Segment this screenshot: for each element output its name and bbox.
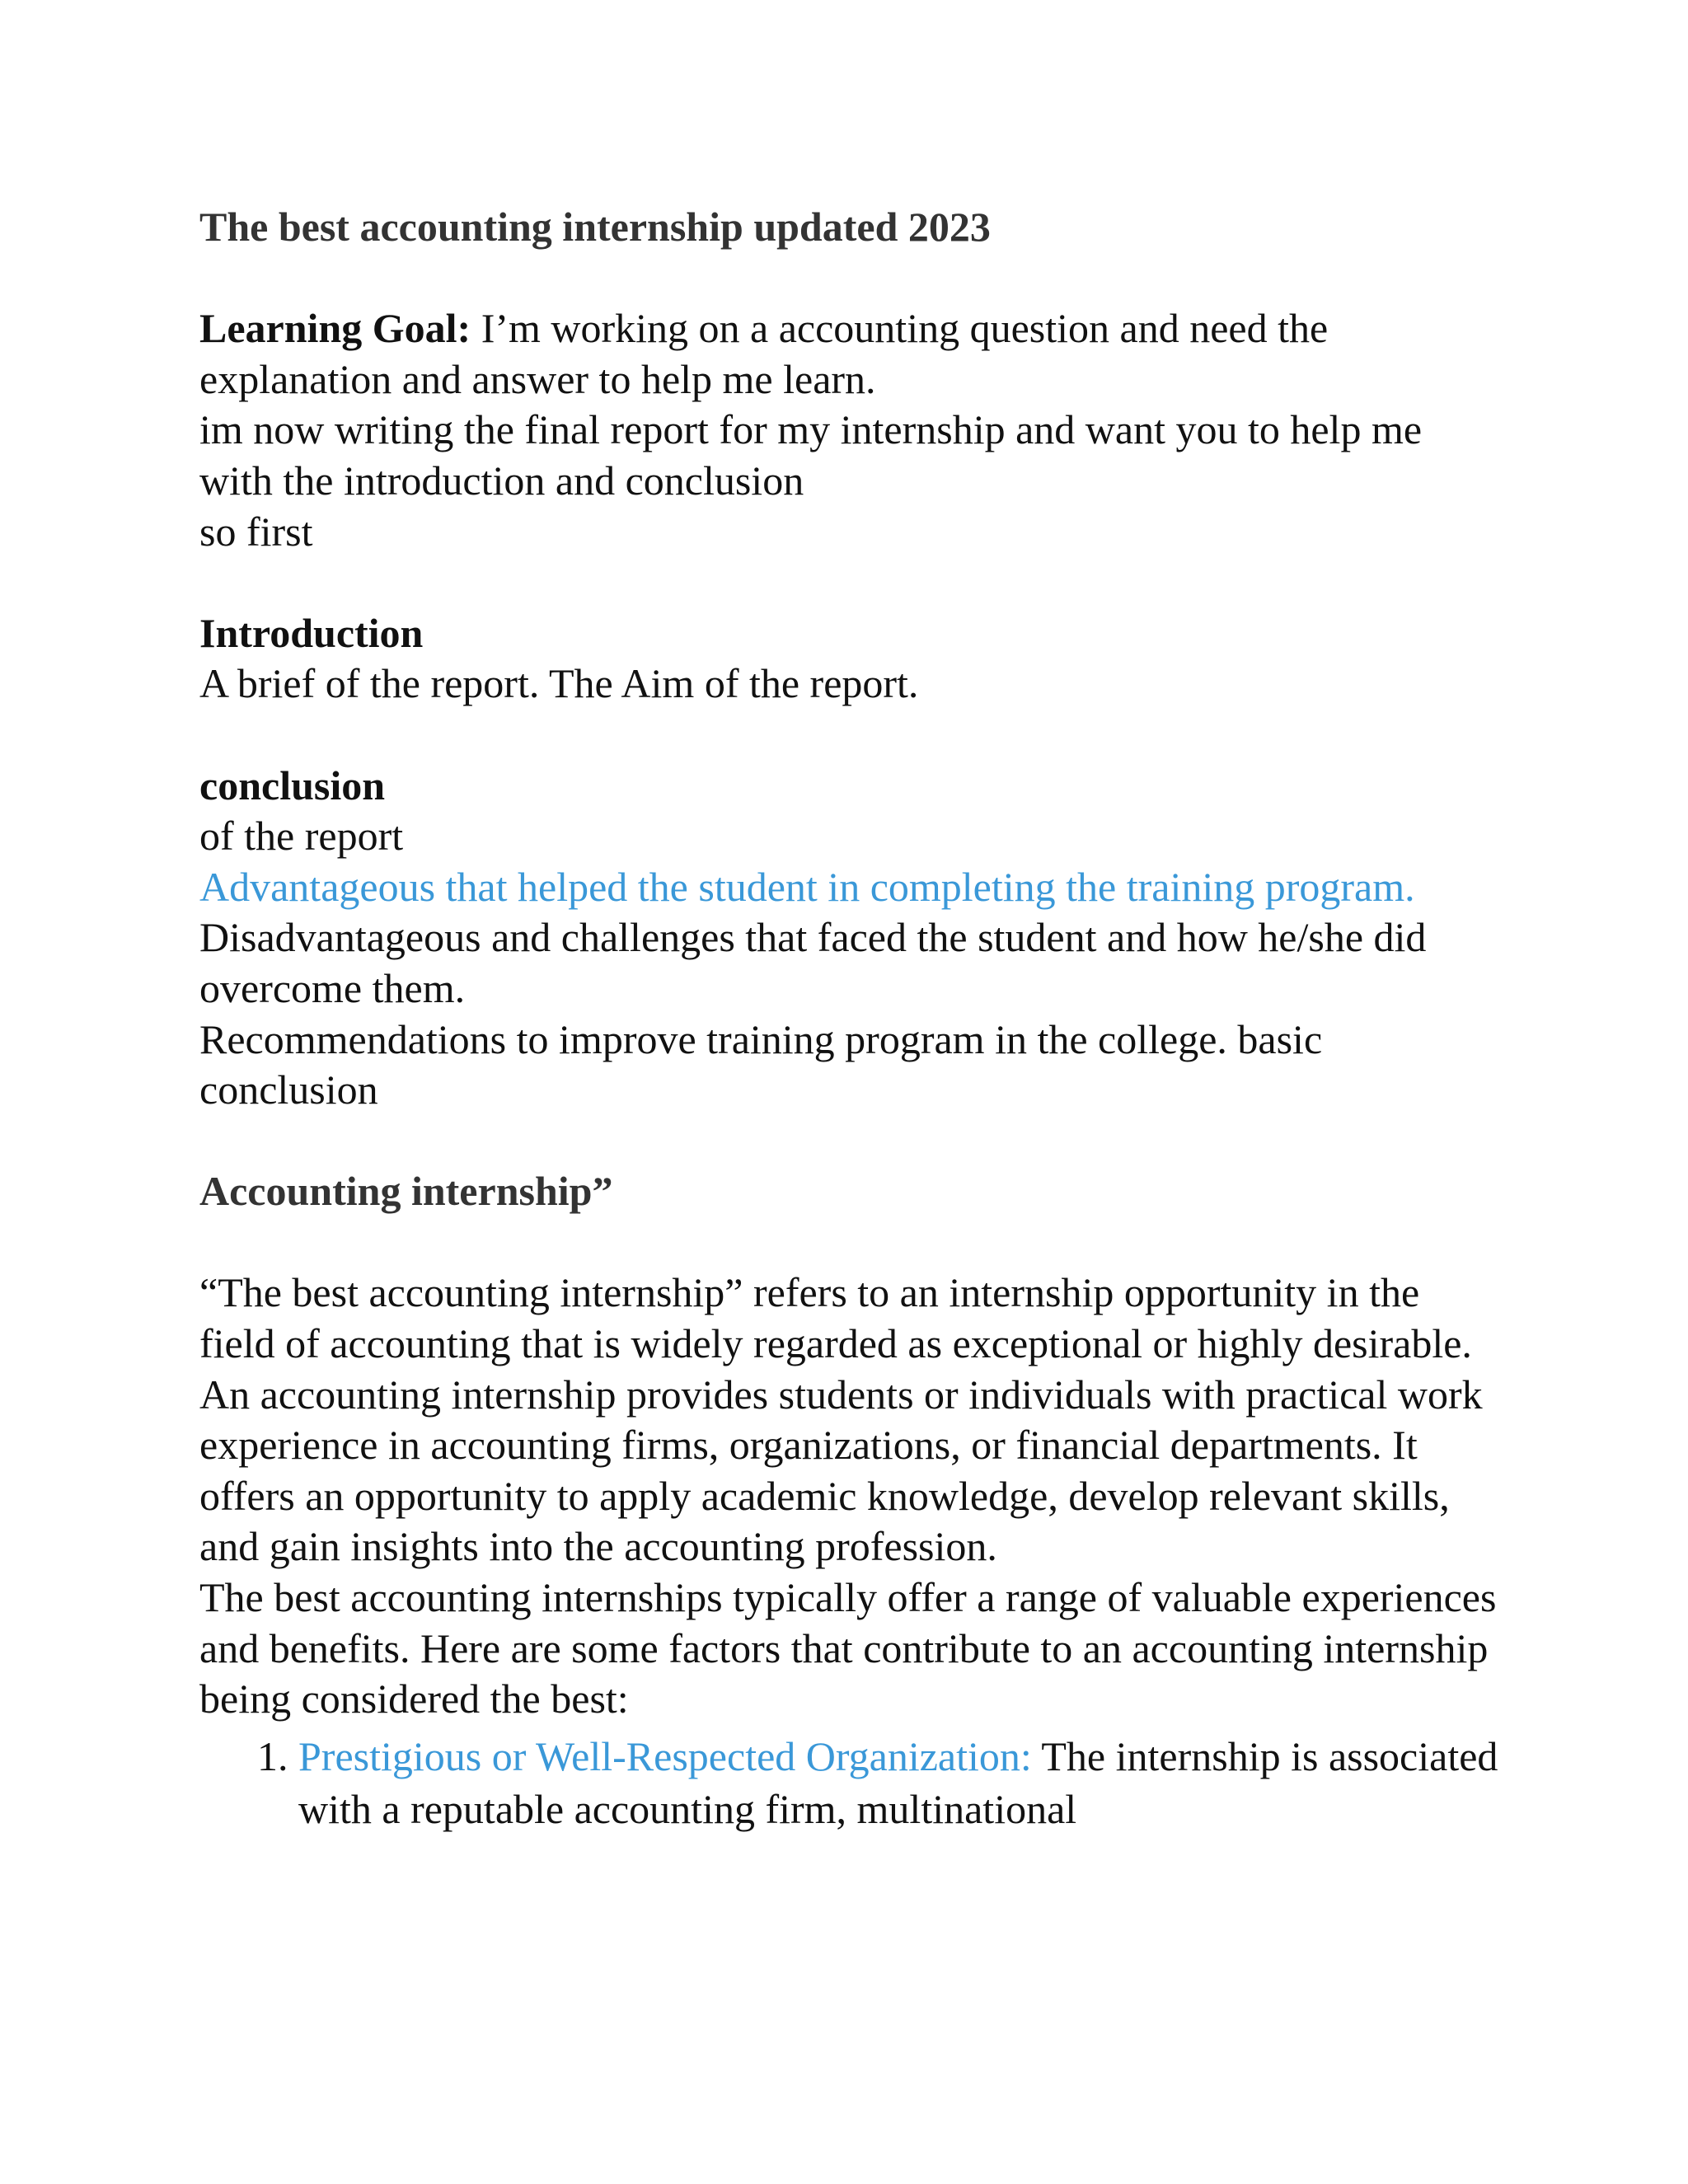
list-item: [298, 1730, 1502, 1835]
conclusion-line: of the report: [199, 813, 404, 860]
introduction-text: A brief of the report. The Aim of the report.: [199, 660, 919, 707]
introduction-heading: Introduction: [199, 609, 424, 656]
factors-list: [199, 1730, 1502, 1835]
section-heading: Accounting internship”: [199, 1168, 613, 1215]
conclusion-line: Recommendations to improve training program in the college. basic conclusion: [199, 1015, 1323, 1113]
document-title: The best accounting internship updated 2023: [199, 204, 991, 250]
document-content: [199, 202, 1502, 1835]
factor-text: The internship is associated with a reputable accounting firm, multinational: [298, 1732, 1498, 1832]
factor-label: Prestigious or Well-Respected Organization:: [298, 1732, 1032, 1779]
learning-goal-paragraph: [199, 303, 1502, 405]
spacer: [199, 557, 1502, 608]
request-line: im now writing the final report for my internship and want you to help me with the introduction and conclusion: [199, 406, 1423, 504]
spacer: [199, 1217, 1502, 1268]
conclusion-heading: conclusion: [199, 762, 386, 808]
spacer: [199, 710, 1502, 761]
learning-goal-text: I’m working on a accounting question and need the explanation and answer to help me learn.: [199, 305, 1329, 402]
request-line: so first: [199, 508, 313, 555]
conclusion-highlight-line: Advantageous that helped the student in completing the training program.: [199, 863, 1415, 910]
spacer: [199, 253, 1502, 304]
learning-goal-label: Learning Goal:: [199, 305, 471, 352]
conclusion-line: Disadvantageous and challenges that faced the student and how he/she did overcome them.: [199, 914, 1427, 1011]
spacer: [199, 1116, 1502, 1167]
body-paragraph: The best accounting internships typically offer a range of valuable experiences and benefits. Here are some factors that contribute to an accounting internship being considered the best:: [199, 1574, 1497, 1722]
body-paragraph: “The best accounting internship” refers to an internship opportunity in the field of accounting that is widely regarded as exceptional or highly desirable. An accounting internship provides students or individuals with practical work experience in accounting firms, organizations, or financial departments. It offers an opportunity to apply academic knowledge, develop relevant skills, and gain insights into the accounting profession.: [199, 1269, 1483, 1570]
